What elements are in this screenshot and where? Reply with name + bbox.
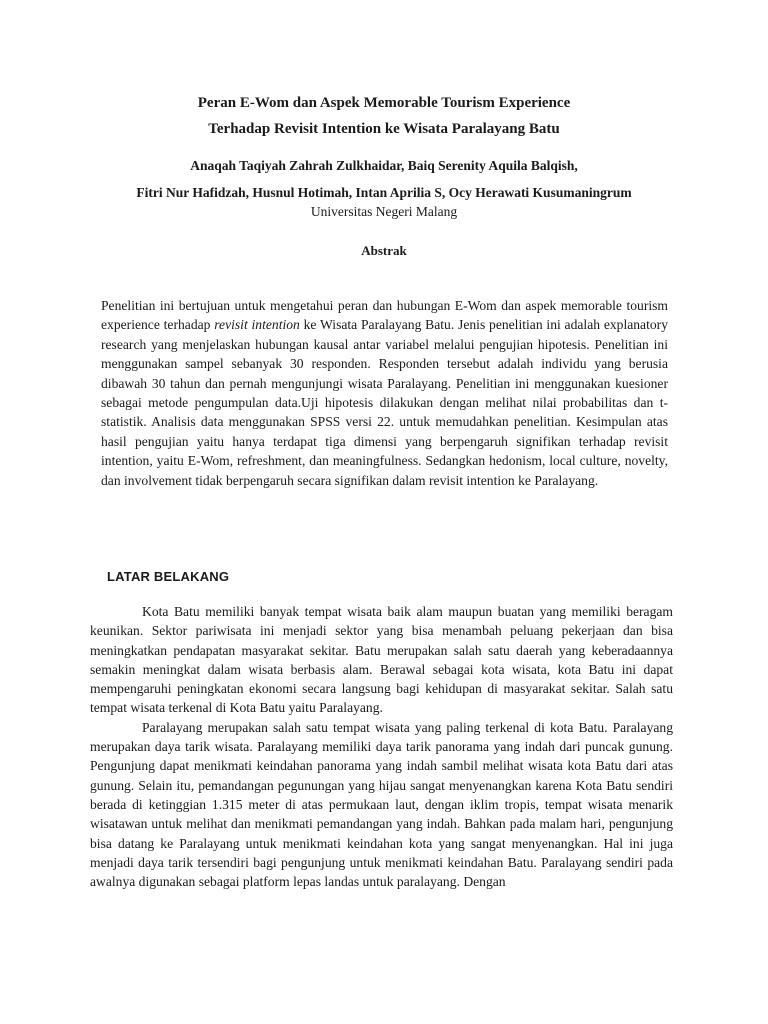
title-line-1: Peran E-Wom dan Aspek Memorable Tourism Experience: [197, 95, 571, 111]
abstract-text-part-1: Penelitian ini bertujuan untuk mengetahui peran dan hubungan E-Wom dan aspek memorable tourism experience terhadap: [101, 298, 668, 333]
body-paragraph-2: Paralayang merupakan salah satu tempat wisata yang paling terkenal di kota Batu. Paralayang merupakan daya tarik wisata. Paralayang memiliki daya tarik panorama yang indah dari puncak gunung. Pengunjung dapat menikmati keindahan panorama yang indah sambil melihat wisata kota Batu dari atas gunung. Selain itu, pemandangan pegunungan yang hijau sangat menyenangkan karena Kota Batu sendiri berada di ketinggian 1.315 meter di atas permukaan laut, dengan iklim tropis, tempat wisata menarik wisatawan untuk melihat dan menikmati pemandangan yang indah. Bahkan pada malam hari, pengunjung bisa datang ke Paralayang untuk menikmati keindahan kota yang sangat menyenangkan. Hal ini juga menjadi daya tarik tersendiri bagi pengunjung untuk menikmati keindahan Batu. Paralayang sendiri pada awalnya digunakan sebagai platform lepas landas untuk paralayang. Dengan: [90, 719, 673, 890]
paper-title: [0, 90, 768, 142]
abstract-body: [101, 296, 668, 490]
section-body: [90, 602, 673, 891]
abstract-heading: Abstrak: [361, 243, 407, 258]
authors-line-2: Fitri Nur Hafidzah, Husnul Hotimah, Intan Aprilia S, Ocy Herawati Kusumaningrum: [136, 185, 632, 200]
title-line-2: Terhadap Revisit Intention ke Wisata Paralayang Batu: [208, 121, 560, 137]
authors-line-1: Anaqah Taqiyah Zahrah Zulkhaidar, Baiq Serenity Aquila Balqish,: [190, 158, 578, 173]
author-list: [0, 152, 768, 206]
body-paragraph-1: Kota Batu memiliki banyak tempat wisata baik alam maupun buatan yang memiliki beragam keunikan. Sektor pariwisata ini menjadi sektor yang bisa menambah peluang pekerjaan dan bisa meningkatkan pendapatan masyarakat sekitar. Batu merupakan salah satu daerah yang keberadaannya semakin meningkat dalam wisata berbasis alam. Berawal sebagai kota wisata, kota Batu ini dapat mempengaruhi peningkatan ekonomi secara langsung bagi kehidupan di masyarakat sekitar. Salah satu tempat wisata terkenal di Kota Batu yaitu Paralayang.: [90, 604, 673, 716]
section-heading: LATAR BELAKANG: [107, 569, 230, 584]
abstract-text-part-2: ke Wisata Paralayang Batu. Jenis penelitian ini adalah explanatory research yang menjelaskan hubungan kausal antar variabel melalui pengujian hipotesis. Penelitian ini menggunakan sampel sebanyak 30 responden. Responden tersebut adalah individu yang berusia dibawah 30 tahun dan pernah mengunjungi wisata Paralayang. Penelitian ini menggunakan kuesioner sebagai metode pengumpulan data.Uji hipotesis dilakukan dengan melihat nilai probabilitas dan t-statistik. Analisis data menggunakan SPSS versi 22. untuk memudahkan penelitian. Kesimpulan atas hasil pengujian yaitu hanya terdapat tiga dimensi yang berpengaruh signifikan terhadap revisit intention, yaitu E-Wom, refreshment, dan meaningfulness. Sedangkan hedonism, local culture, novelty, dan involvement tidak berpengaruh secara signifikan dalam revisit intention ke Paralayang.: [101, 317, 668, 488]
affiliation: Universitas Negeri Malang: [310, 204, 458, 219]
abstract-italic-term: revisit intention: [214, 317, 300, 333]
